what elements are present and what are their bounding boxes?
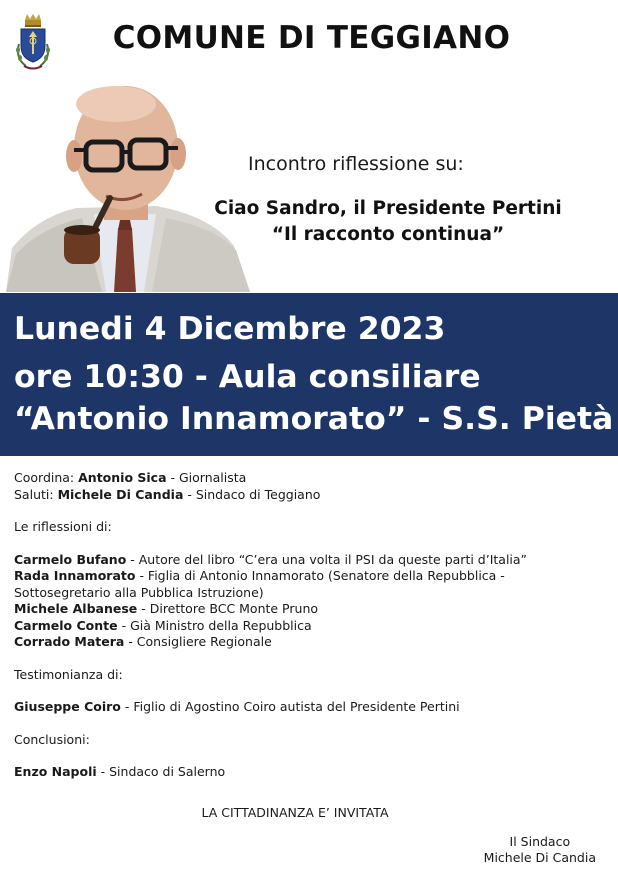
speaker-desc: - Autore del libro “C’era una volta il PSI da queste parti d’Italia” bbox=[126, 551, 528, 567]
speaker-name: Carmelo Conte bbox=[14, 617, 118, 633]
testimony-line bbox=[14, 699, 604, 716]
portrait-photo bbox=[6, 78, 272, 292]
speaker-desc: - Figlia di Antonio Innamorato (Senatore della Repubblica - bbox=[135, 568, 505, 583]
signature-name: Michele Di Candia bbox=[483, 850, 596, 865]
greetings-name: Michele Di Candia bbox=[57, 486, 184, 502]
event-date: Lunedi 4 Dicembre 2023 bbox=[14, 311, 446, 347]
program-details bbox=[14, 470, 604, 781]
event-title bbox=[206, 196, 570, 248]
coordinator-role: - Giornalista bbox=[166, 470, 247, 485]
conclusions-line bbox=[14, 764, 604, 781]
speaker-line bbox=[14, 568, 604, 585]
coordinator-line bbox=[14, 470, 604, 487]
speaker-desc: - Consigliere Regionale bbox=[124, 634, 272, 649]
speaker-name: Michele Albanese bbox=[14, 601, 138, 616]
speaker-desc: - Già Ministro della Repubblica bbox=[117, 617, 312, 633]
coordinator-name: Antonio Sica bbox=[78, 470, 167, 485]
speaker-name: Carmelo Bufano bbox=[14, 551, 127, 567]
greetings-label: Saluti: bbox=[14, 486, 58, 502]
greetings-line bbox=[14, 487, 604, 504]
municipality-title: COMUNE DI TEGGIANO bbox=[112, 20, 511, 56]
greetings-role: - Sindaco di Teggiano bbox=[183, 486, 321, 502]
speaker-line bbox=[14, 618, 604, 635]
conclusions-heading: Conclusioni: bbox=[14, 731, 90, 747]
speaker-desc: Sottosegretario alla Pubblica Istruzione) bbox=[14, 584, 264, 600]
speaker-name: Corrado Matera bbox=[14, 634, 125, 649]
speaker-line bbox=[14, 634, 604, 651]
event-time-place: ore 10:30 - Aula consiliare bbox=[14, 359, 481, 395]
invitation-note: LA CITTADINANZA E’ INVITATA bbox=[201, 805, 389, 820]
event-details-band bbox=[0, 293, 618, 456]
speaker-desc: - Direttore BCC Monte Pruno bbox=[137, 601, 319, 616]
testimony-heading: Testimonianza di: bbox=[14, 666, 123, 682]
conclusions-desc: - Sindaco di Salerno bbox=[96, 764, 226, 779]
signature-block bbox=[484, 834, 596, 866]
event-venue: “Antonio Innamorato” - S.S. Pietà bbox=[14, 401, 614, 437]
event-title-line-1: Ciao Sandro, il Presidente Pertini bbox=[214, 198, 562, 219]
speaker-line-continued bbox=[14, 585, 604, 602]
conclusions-name: Enzo Napoli bbox=[14, 764, 97, 779]
coordinator-label: Coordina: bbox=[14, 470, 79, 485]
reflections-heading: Le riflessioni di: bbox=[14, 519, 112, 534]
signature-title: Il Sindaco bbox=[509, 834, 571, 849]
speaker-name: Rada Innamorato bbox=[14, 568, 136, 583]
event-intro: Incontro riflessione su: bbox=[248, 153, 464, 175]
event-title-line-2: “Il racconto continua” bbox=[271, 224, 505, 245]
speaker-line bbox=[14, 601, 604, 618]
testimony-name: Giuseppe Coiro bbox=[14, 699, 121, 714]
speaker-line bbox=[14, 552, 604, 569]
testimony-desc: - Figlio di Agostino Coiro autista del Presidente Pertini bbox=[120, 699, 460, 714]
